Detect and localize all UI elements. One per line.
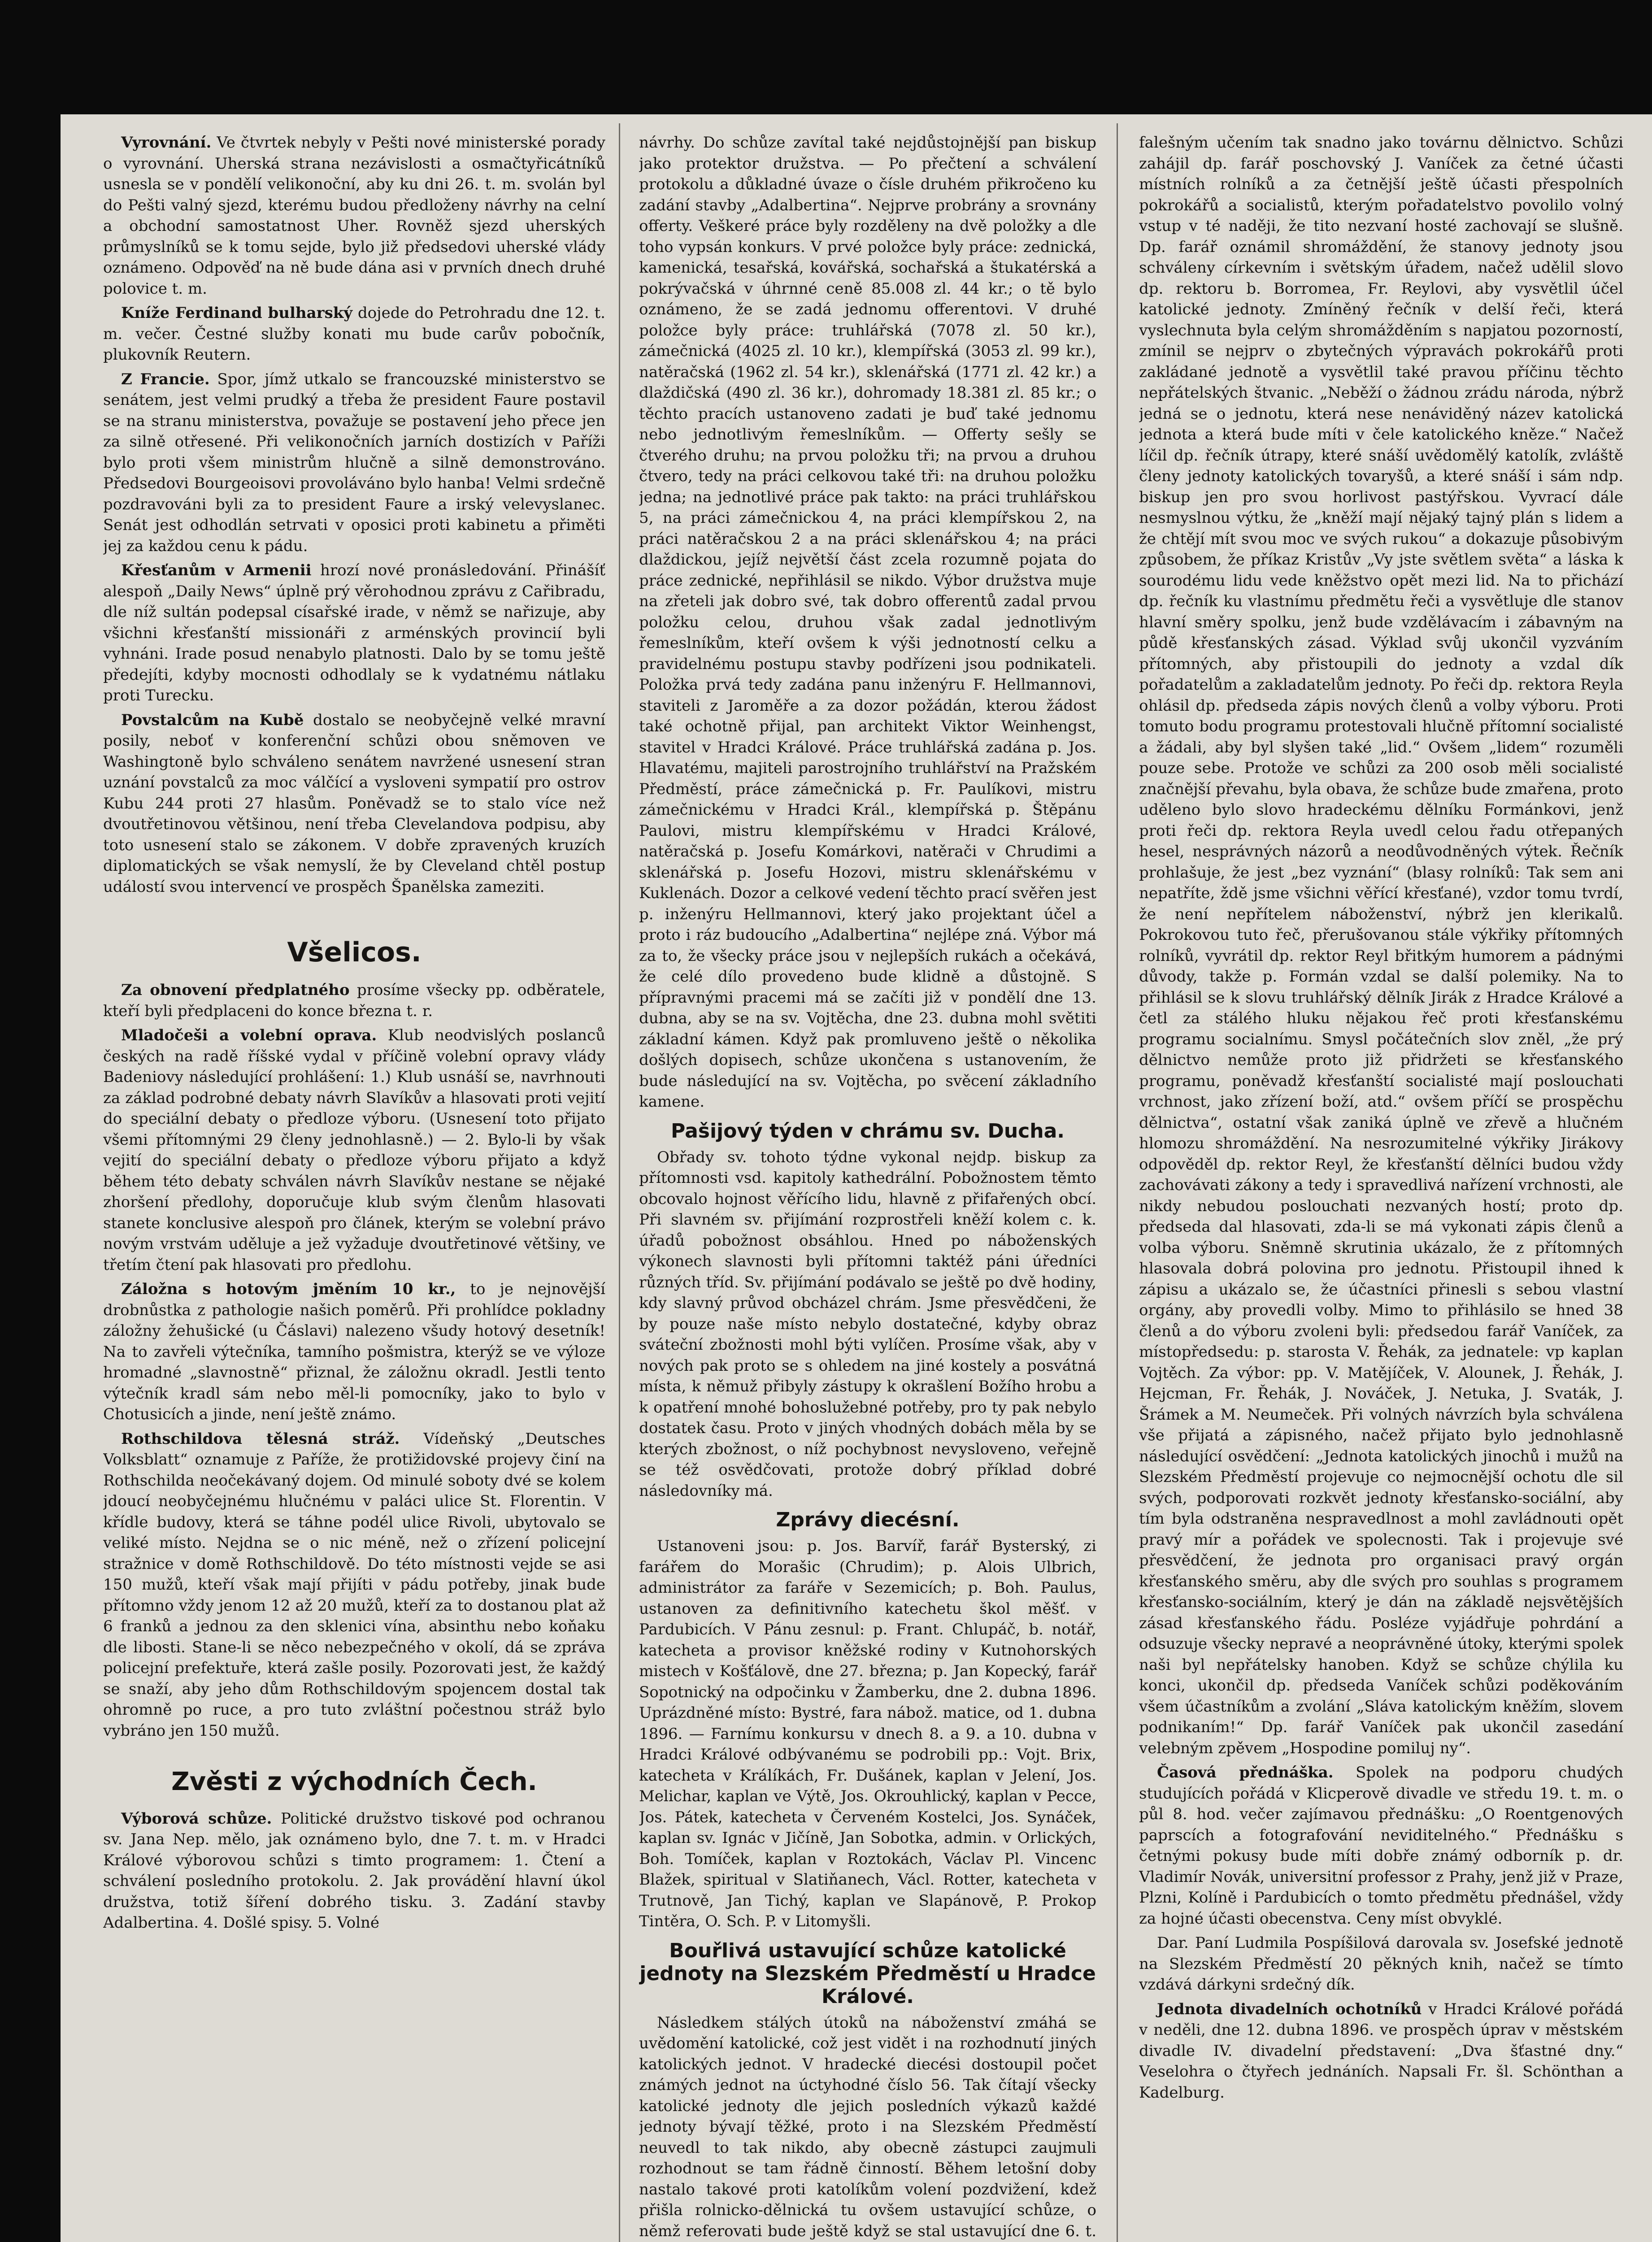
- news-item: Výborová schůze. Politické družstvo tiskové pod ochranou sv. Jana Nep. mělo, jak oznámeno bylo, dne 7. t. m. v Hradci Králové výborovou schůzi s timto programem: 1. Čtení a schválení posledního protokolu. 2. Jak provádění hlavní úkol družstva, totiž šíření dobrého tisku. 3. Zadání stavby Adalbertina. 4. Došlé spisy. 5. Volné: [103, 1809, 605, 1932]
- item-heading: Bouřlivá ustavující schůze katolické jednoty na Slezském Předměstí u Hradce Králové.: [639, 1939, 1096, 2008]
- article-paragraph: Křesťanům v Armenii hrozí nové pronásledování. Přinášíť alespoň „Daily News“ úplně prý věrohodnou zprávu z Cařibradu, dle níž sultán podepsal císařské irade, v němž se nařizuje, aby všichni křesťanští missionáři z arménských provincií byli vyhnáni. Irade posud nenabylo platnosti. Dalo by se tomu ještě předejíti, kdyby mocnosti odhodlaly se k vydatnému nátlaku proti Turecku.: [103, 561, 605, 704]
- news-item: Následkem stálých útoků na náboženství zmáhá se uvědomění katolické, což jest vidět i na rozhodnutí jiných katolických jednot. V hradecké diecési dostoupil počet známých jednot na úctyhodné číslo 56. Tak čítají všecky katolické jednoty dle jejich posledních výkazů každé jednoty bývají těžké, proto i na Slezském Předměstí neuvedl to tak nikdo, aby obecně zástupci zaujmuli rozhodnout se tam řádně činností. Během letošní doby nastalo takové proti katolíkům volení pozdvižení, kdež přišla rolnicko-dělnická tu ovšem ustavující schůze, o němž referovati bude ještě když se stal ustavující dne 6. t.: [639, 2013, 1096, 2240]
- news-item: Časová přednáška. Spolek na podporu chudých studujících pořádá v Klicperově divadle ve středu 19. t. m. o půl 8. hod. večer zajímavou přednášku: „O Roentgenových paprscích a fotografování neviditelného.“ Přednášku s četnými pokusy bude míti dobře známý odborník p. dr. Vladimír Novák, universitní professor z Prahy, jenž již v Praze, Plzni, Kolíně i Pardubicích o tomto předmětu přednášel, vždy za hojné účasti obecenstva. Ceny míst obvyklé.: [1139, 1764, 1623, 1928]
- column-3: [1139, 132, 1623, 2242]
- column-rule: [1117, 123, 1118, 2242]
- item-heading: Zprávy diecésní.: [776, 1508, 960, 1531]
- column-1: [103, 132, 605, 2242]
- article-paragraph: Vyrovnání. Ve čtvrtek nebyly v Pešti nové ministerské porady o vyrovnání. Uherská strana nezávislosti a osmačtyřicátníků usnesla se v pondělí velikonoční, aby ku dni 26. t. m. svolán byl do Pešti valný sjezd, kterému budou předloženy návrhy na celní a obchodní samostatnost Uher. Rovněž sjezd uherských průmyslníků se k tomu sejde, bylo již předsedovi uherské vlády oznámeno. Odpověď na ně bude dána asi v prvních dnech druhé polovice t. m.: [103, 134, 605, 298]
- news-item: Záložna s hotovým jměním 10 kr., to je nejnovější drobnůstka z pathologie našich poměrů. Při prohlídce pokladny záložny žehušické (u Čáslavi) nalezeno všudy hotový desetník! Na to zavřeli výtečníka, tamního pošmistra, kterýž se ve výloze hromadné „slavnostně“ přiznal, že záložnu okradl. Jestli tento výtečník kradl sám nebo měl-li pomocníky, jako to bylo v Chotusicích a jinde, není ještě známo.: [103, 1280, 605, 1423]
- news-item: Jednota divadelních ochotníků v Hradci Králové pořádá v neděli, dne 12. dubna 1896. ve prospěch úprav v městském divadle IV. divadelní představení: „Dva šťastné dny.“ Veselohra o čtyřech jednáních. Napsali Fr. šl. Schönthan a Kadelburg.: [1139, 2000, 1623, 2102]
- news-item: Za obnovení předplatného prosíme všecky pp. odběratele, kteří byli předplaceni do konce března t. r.: [103, 981, 605, 1020]
- news-item: Obřady sv. tohoto týdne vykonal nejdp. biskup za přítomnosti vsd. kapitoly kathedrální. Pobožnostem těmto obcovalo hojnost věřícího lidu, hlavně z přifařených obcí. Při slavném sv. přijímání rozprostřeli kněží kolem c. k. úřadů pobožnost obsáhlou. Hned po náboženských výkonech slavnosti byli přítomni taktéž páni úředníci různých tříd. Sv. přijímání podávalo se ještě po dvě hodiny, kdy slavný průvod obcházel chrám. Jsme přesvědčeni, že by pouze naše místo nebylo dostatečné, kdyby obraz sváteční zbožnosti mohl býti vylíčen. Prosíme však, aby v nových pak proto se s ohledem na jiné kostely a posvátná místa, k němuž přibyly zástupy k okrašlení Božího hrobu a k opatření mnohé bohoslužebné potřeby, pro ty pak nebylo dostatek času. Proto v jiných vhodných dobách měla by se kterých zbožnost, o níž pochybnost nevysloveno, veřejně se též osvědčovati, protože dobrý příklad dobré následovníky má.: [639, 1148, 1096, 1500]
- column-rule: [619, 123, 620, 2242]
- news-item: Rothschildova tělesná stráž. Vídeňský „Deutsches Volksblatt“ oznamuje z Paříže, že protižidovské projevy činí na Rothschilda neočekávaný dojem. Od minulé soboty dvé se kolem jdoucí neobyčejnému hlučnému v paláci ulice St. Florentin. V křídle budovy, která se táhne podél ulice Rivoli, ubytovalo se veliké místo. Nejdna se o nic méně, než o zřízení policejní stražnice v domě Rothschildově. Do této místnosti vejde se asi 150 mužů, kteří však mají přijíti v pádu potřeby, jinak bude přítomno vždy jenom 12 až 20 mužů, kteří za to dostanou plat až 6 franků a jednou za den sklenici vína, absinthu nebo koňaku dle libosti. Stane-li se něco nebezpečného v okolí, dá se zpráva policejní prefektuře, která zašle posily. Pozorovati jest, že každý se snaží, aby jeho dům Rothschildovým spojencem dostal tak ohromně po ruce, a pro tuto zvláštní počestnou stráž bylo vybráno jen 150 mužů.: [103, 1429, 605, 1740]
- news-item: Ustanoveni jsou: p. Jos. Barvíř, farář Bysterský, zi farářem do Morašic (Chrudim); p. Alois Ulbrich, administrátor za faráře v Sezemicích; p. Boh. Paulus, ustanoven za definitivního katechetu škol měšť. v Pardubicích. V Pánu zesnul: p. Frant. Chlupáč, b. notář, katecheta a provisor kněžské rodiny v Kutnohorských mistech v Košťálově, dne 27. března; p. Jan Kopecký, farář Sopotnický na odpočinku v Žamberku, dne 2. dubna 1896. Uprázdněné místo: Bystré, fara nábož. matice, od 1. dubna 1896. — Farnímu konkursu v dnech 8. a 9. a 10. dubna v Hradci Králové odbývanému se podrobili pp.: Vojt. Brix, katecheta v Králíkách, Fr. Dušánek, kaplan v Jelení, Jos. Melichar, kaplan ve Výtě, Jos. Okrouhlický, kaplan v Pecce, Jos. Pátek, katecheta v Červeném Kostelci, Jos. Synáček, kaplan sv. Ignác v Jičíně, Jan Sobotka, admin. v Orlických, Boh. Tomíček, kaplan v Roztokách, Václav Pl. Vincenc Blažek, spiritual v Slatiňanech, Václ. Rotter, katecheta v Trutnově, Jan Tichý, kaplan ve Slapánově, P. Prokop Tintěra, O. Sch. P. v Litomyšli.: [639, 1537, 1096, 1930]
- article-paragraph: falešným učením tak snadno jako továrnu dělnictvo. Schůzi zahájil dp. farář poschovský J. Vaníček za četné účasti místních rolníků a za četnější ještě účasti přespolních pokrokářů a socialistů, kterým pořadatelstvo povolilo volný vstup v té naději, že tito nezvaní hosté zachovají se slušně. Dp. farář oznámil shromáždění, že stanovy jednoty jsou schváleny církevním i světským úřadem, načež udělil slovo dp. rektoru b. Borromea, Fr. Reylovi, aby vysvětlil účel katolické jednoty. Zmíněný řečník v delší řeči, která vyslechnuta byla celým shromážděním s napjatou pozorností, zmínil se nejprv o zbytečných výpravách pokrokářů proti zakládané jednotě a vysvětlil také pravou příčinu těchto nepřátelských štvanic. „Neběží o žádnou zrádu národa, nýbrž jedná se o jednotu, která nese nenáviděný název katolická jednota a která bude míti v čele katolického kněze.“ Načež líčil dp. řečník útrapy, které snáší uvědomělý katolík, zvláště členy jednoty katolických tovaryšů, a které snáší i sám ndp. biskup jen pro svou horlivost pastýřskou. Vyvrací dále nesmyslnou výtku, že „kněží mají nějaký tajný plán s lidem a že chtějí mít svou moc ve svých rukou“ a dokazuje působivým způsobem, že příkaz Kristův „Vy jste světlem světa“ a láska k sourodému lidu vede kněžstvo opět mezi lid. Na to přichází dp. řečník ku vlastnímu předmětu řeči a vysvětluje dle stanov hlavní směry spolku, jenž bude vzdělávacím i zábavným na půdě křesťanských zásad. Výklad svůj ukončil vyzváním přítomných, aby přistoupili do jednoty a vzdal dík pořadatelům a zakladatelům jednoty. Po řeči dp. rektora Reyla ohlásil dp. předseda zápis nových členů a volby výboru. Proti tomuto bodu programu protestovali hlučně přítomní socialisté a žádali, aby byl slyšen také „lid.“ Ovšem „lidem“ rozuměli pouze sebe. Protože ve schůzi za 200 osob měli socialisté značnější převahu, byla obava, že schůze bude zmařena, proto uděleno bylo slovo hradeckému dělníku Formánkovi, jenž proti řeči dp. rektora Reyla uvedl celou řadu otřepaných hesel, nesprávných názorů a neodůvodněných výtek. Řečník prohlašuje, že jest „bez vyznání“ (blasy rolníků: Tak sem ani nepatříte, ždě jsme všichni věřící křesťané), vzdor tomu tvrdí, že není nepřítelem náboženství, nýbrž jen klerikalů. Pokrokovou tuto řeč, přerušovanou stále výkřiky přítomných rolníků, vyvrátil dp. rektor Reyl břitkým humorem a pádnými důvody, takže p. Formán vzdal se další polemiky. Na to přihlásil se k slovu truhlářský dělník Jirák z Hradce Králové a četl za stálého hluku nějakou řeč proti křesťanskému programu socialnímu. Smysl počátečních slov zněl, „že prý dělnictvo nemůže proto již přidržeti se křesťanského programu, poněvadž křesťanští socialisté mají poslouchati vrchnost, jako zřízení boží, atd.“ ovšem příčí se prospěchu dělnictva“, ostatní však zaniká úplně ve zřevě a hlučném hlomozu shromáždění. Na nesrozumitelné výkřiky Jirákovy odpověděl dp. rektor Reyl, že křesťanští dělníci budou vždy zachovávati zákony a tedy i spravedlivá nařízení vrchnosti, ale nikdy nebudou poslouchati nezvaných hostí; proto dp. předseda dal hlasovati, zda-li se má vykonati zápis členů a volba výboru. Sněmně skrutinia ukázalo, že z přítomných hlasovala dobrá polovina pro jednotu. Přistoupil ihned k zápisu a ukázalo se, že účastníci přinesli s sebou vlastní orgány, aby provedli volby. Mimo to přihlásilo se hned 38 členů a do výboru zvoleni byli: předsedou farář Vaníček, za místopředsedu: p. starosta V. Řehák, za jednatele: vp kaplan Vojtěch. Za výbor: pp. V. Matějíček, V. Alounek, J. Řehák, J. Hejcman, Fr. Řehák, J. Nováček, J. Netuka, J. Svaták, J. Šrámek a M. Neumeček. Při volných návrzích byla schválena vše přijatá a zápisného, načež přijato bylo jednohlasně následující osvědčení: „Jednota katolických jinochů i mužů na Slezském Předměstí projevuje co nejmocnější ochotu dle sil svých, podporovati rozkvět jednoty křesťansko-sociální, aby tím byla odstraněna nespravedlnost a mohl zavládnouti opět pravý mír a pořádek ve spolecnosti. Tak i projevuje své přesvědčení, že jednota pro organisaci pravý orgán křesťanského směru, aby dle svých pro souhlas s programem křesťansko-sociálním, který je dán na základě nejsvětějších zásad křesťanského řádu. Posléze vyjádřuje pohrdání a odsuzuje všecky nepravé a neoprávněné útoky, kterými spolek naši byl nepřátelsky hanoben. Když se schůze chýlila ku konci, ukončil dp. předseda Vaníček schůzi poděkováním všem účastníkům a zvolání „Sláva katolickým kněžím, slovem podnikaním!“ Dp. farář Vaníček pak ukončil zasedání velebným zpěvem „Hospodine pomiluj ny“.: [1139, 134, 1623, 1757]
- article-paragraph: Kníže Ferdinand bulharský dojede do Petrohradu dne 12. t. m. večer. Čestné služby konati mu bude carův pobočník, plukovník Reutern.: [103, 304, 605, 364]
- news-item: Dar. Paní Ludmila Pospíšilová darovala sv. Josefské jednotě na Slezském Předměstí 20 pěkných knih, načež se tímto vzdává dárkyni srdečný dík.: [1139, 1934, 1623, 1994]
- column-2: [639, 132, 1096, 2242]
- article-paragraph: Povstalcům na Kubě dostalo se neobyčejně velké mravní posily, neboť v konferenční schůzi obou sněmoven ve Washingtoně bylo schváleno senátem navržené usnesení stran uznání povstalců za moc válčící a vysloveni sympatií pro ostrov Kubu 244 proti 27 hlasům. Poněvadž se to stalo více než dvoutřetinovou většinou, není třeba Clevelandova podpisu, aby toto usnesení stalo se zákonem. V dobře zpravených kruzích diplomatických se však nemyslí, že by Cleveland chtěl postup událostí svou intervencí ve prospěch Španělska zameziti.: [103, 711, 605, 896]
- article-paragraph: Z Francie. Spor, jímž utkalo se francouzské ministerstvo se senátem, jest velmi prudký a třeba že president Faure postavil se na stranu ministerstva, považuje se postavení jeho přece jen za silně otřesené. Při velikonočních jarních dostizích v Paříži bylo proti všem ministrům hlučně a silně demonstrováno. Předsedovi Bourgeoisovi provoláváno bylo hanba! Velmi srdečně pozdravováni byli za to president Faure a irský velevyslanec. Senát jest odhodlán setrvati v oposici proti kabinetu a přiměti jej za každou cenu k pádu.: [103, 370, 605, 555]
- news-item: Mladočeši a volební oprava. Klub neodvislých poslanců českých na radě říšské vydal v příčině volební opravy vlády Badeniovy následující prohlášení: 1.) Klub usnáší se, navrhnouti za základ podrobné debaty návrh Slavíkův a hlasovati proti vejití do speciální debaty o předloze výboru. (Usnesení toto přijato všemi přítomnými 29 členy jednohlasně.) — 2. Bylo-li by však vejití do speciální debaty o předloze výboru přijato a když během této debaty schválen návrh Slavíkův nestane se nějaké zhoršení předlohy, doporučuje klub svým členům hlasovati stanete konclusive alespoň pro článek, kterým se volební právo novým vrstvám uděluje a jež vyžaduje dvoutřetinové většiny, ve třetím čtení pak hlasovati pro předlohu.: [103, 1026, 605, 1274]
- newspaper-page: [61, 114, 1652, 2242]
- item-heading: Pašijový týden v chrámu sv. Ducha.: [671, 1119, 1065, 1143]
- section-title: Zvěsti z východních Čech.: [171, 1767, 537, 1796]
- article-paragraph: návrhy. Do schůze zavítal také nejdůstojnější pan biskup jako protektor družstva. — Po přečtení a schválení protokolu a důkladné úvaze o čísle druhém přikročeno ku zadání stavby „Adalbertina“. Nejprve probrány a srovnány offerty. Veškeré práce byly rozděleny na dvě položky a dle toho vypsán konkurs. V prvé položce byly práce: zednická, kamenická, tesařská, kovářská, sochařská a štukatérská a pokrývačská v úhrnné ceně 85.008 zl. 44 kr.; o tě bylo oznámeno, že se zadá jednomu offerentovi. V druhé položce byly práce: truhlářská (7078 zl. 50 kr.), zámečnická (4025 zl. 10 kr.), klempířská (3053 zl. 99 kr.), natěračská (1962 zl. 54 kr.), sklenářská (1771 zl. 42 kr.) a dlaždičská (490 zl. 36 kr.), dohromady 18.381 zl. 85 kr.; o těchto pracích ustanoveno zadati je buď také jednomu nebo jednotlivým řemeslníkům. — Offerty sešly se čtverého druhu; na prvou položku tři; na prvou a druhou čtvero, tedy na práci celkovou také tři: na druhou položku jedna; na jednotlivé práce pak takto: na práci truhlářskou 5, na práci zámečnickou 4, na práci klempířskou 2, na práci natěračskou 2 a na práci sklenářskou 4; na práci dlaždickou, jejíž největší část zcela rozumně pojata do práce zednické, nepřihlásil se nikdo. Výbor družstva muje na zřeteli jak dobro své, tak dobro offerentů zadal prvou položku celou, druhou však zadal jednotlivým řemeslníkům, kteří ovšem k výši jednotností celku a pravidelnému postupu stavby podřízeni jsou podnikateli. Položka prvá tedy zadána panu inženýru F. Hellmannovi, staviteli z Jaroměře a za dozor požádán, kterou žádost také ochotně přijal, pan architekt Viktor Weinhengst, stavitel v Hradci Králové. Práce truhlářská zadána p. Jos. Hlavatému, majiteli parostrojního truhlářství na Pražském Předměstí, práce zámečnická p. Fr. Paulíkovi, mistru zámečnickému v Hradci Král., klempířská p. Štěpánu Paulovi, mistru klempířskému v Hradci Králové, natěračská p. Josefu Komárkovi, natěrači v Chrudimi a sklenářská p. Josefu Hozovi, mistru sklenářskému v Kuklenách. Dozor a celkové vedení těchto prací svěřen jest p. inženýru Hellmannovi, který jako projektant účel a proto i ráz budoucího „Adalbertina“ nejlépe zná. Výbor má za to, že všecky práce jsou v nejlepších rukách a očekává, že celé dílo provedeno bude klidně a důstojně. S přípravnými pracemi má se začíti již v pondělí dne 13. dubna, aby se na sv. Vojtěcha, dne 23. dubna mohl světiti základní kámen. Když pak promluveno ještě o několika došlých dopisech, schůze ukončena s ustanovením, že bude následující na sv. Vojtěcha, po svěcení základního kamene.: [639, 134, 1096, 1111]
- section-title: Všelicos.: [287, 937, 422, 968]
